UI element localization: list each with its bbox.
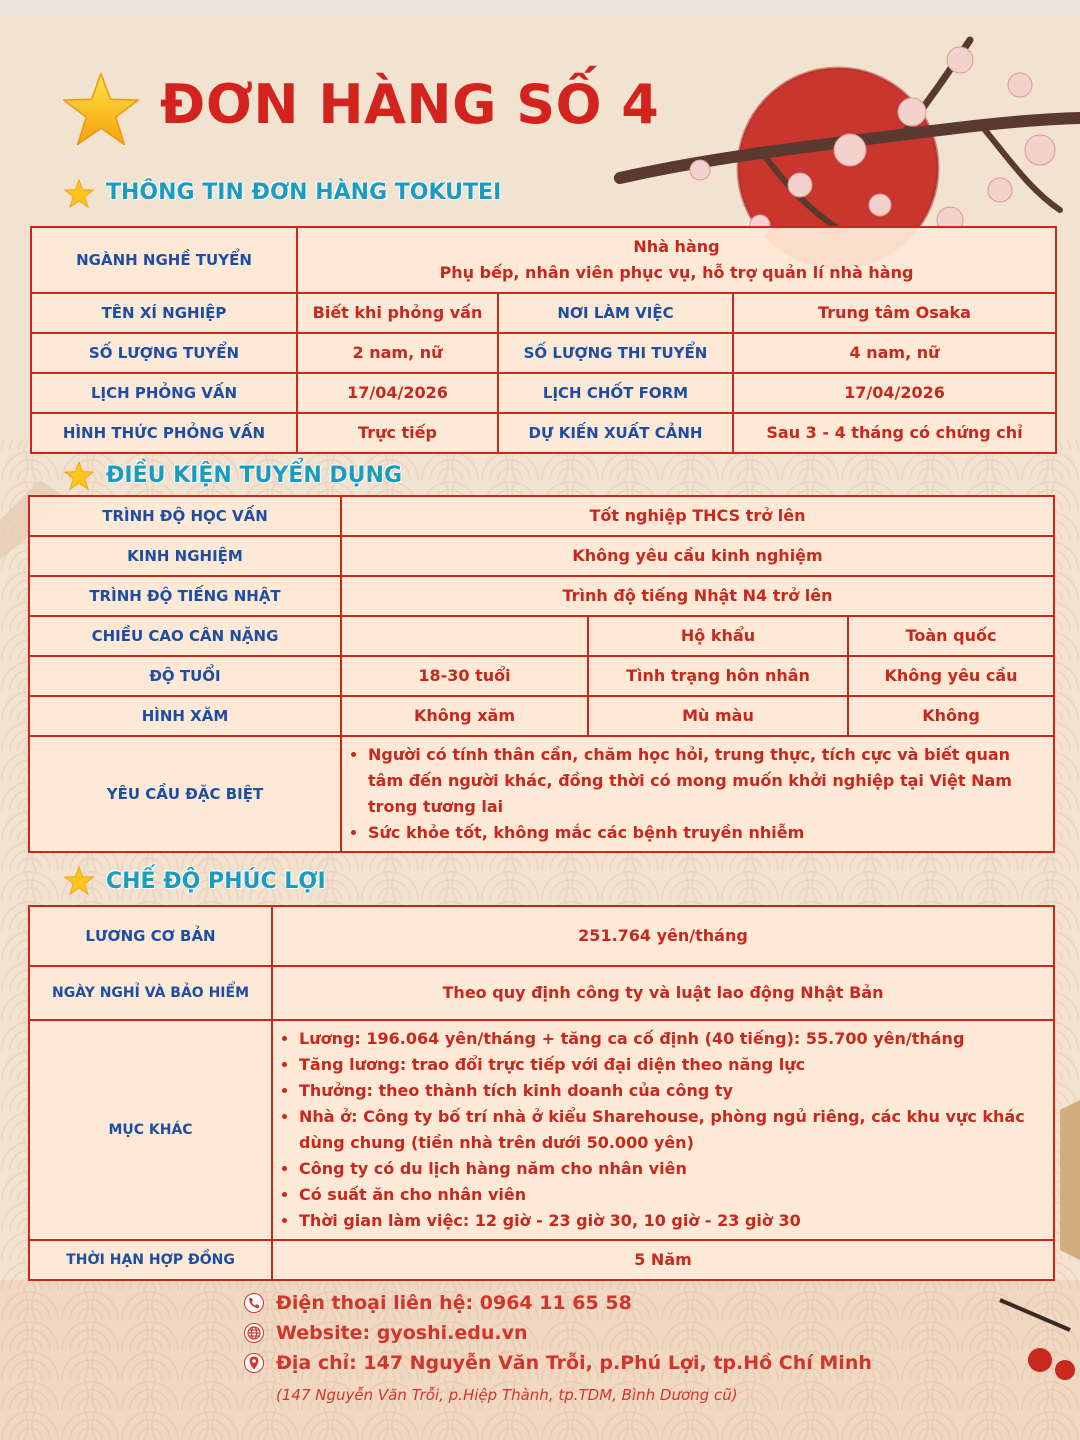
workplace-label: NƠI LÀM VIỆC <box>498 293 733 333</box>
contract-term-value: 5 Năm <box>272 1240 1054 1280</box>
education-label: TRÌNH ĐỘ HỌC VẤN <box>29 496 341 536</box>
departure-label: DỰ KIẾN XUẤT CẢNH <box>498 413 733 453</box>
industry-value <box>297 227 1056 293</box>
japanese-level-value: Trình độ tiếng Nhật N4 trở lên <box>341 576 1054 616</box>
star-icon <box>64 866 94 895</box>
page-title: ĐƠN HÀNG SỐ 4 <box>160 73 660 136</box>
contact-address <box>244 1352 872 1374</box>
company-value: Biết khi phỏng vấn <box>297 293 498 333</box>
list-item: • Có suất ăn cho nhân viên <box>299 1182 1047 1208</box>
list-item: • Tăng lương: trao đổi trực tiếp với đại diện theo năng lực <box>299 1052 1047 1078</box>
departure-value: Sau 3 - 4 tháng có chứng chỉ <box>733 413 1056 453</box>
address-note: (147 Nguyễn Văn Trỗi, p.Hiệp Thành, tp.TDM, Bình Dương cũ) <box>276 1386 738 1404</box>
recruit-count-label: SỐ LƯỢNG TUYỂN <box>31 333 297 373</box>
phone-text: Điện thoại liên hệ: 0964 11 65 58 <box>276 1292 632 1314</box>
address-text: Địa chỉ: 147 Nguyễn Văn Trỗi, p.Phú Lợi, tp.Hồ Chí Minh <box>276 1352 872 1374</box>
section-title-order-info: THÔNG TIN ĐƠN HÀNG TOKUTEI <box>106 180 502 205</box>
star-icon <box>64 179 94 208</box>
interview-date-value: 17/04/2026 <box>297 373 498 413</box>
contact-phone <box>244 1292 632 1314</box>
section-title-benefits: CHẾ ĐỘ PHÚC LỢI <box>106 869 326 894</box>
form-deadline-label: LỊCH CHỐT FORM <box>498 373 733 413</box>
phone-icon <box>244 1293 264 1313</box>
experience-value: Không yêu cầu kinh nghiệm <box>341 536 1054 576</box>
workplace-value: Trung tâm Osaka <box>733 293 1056 333</box>
interview-date-label: LỊCH PHỎNG VẤN <box>31 373 297 413</box>
height-weight-label: CHIỀU CAO CÂN NẶNG <box>29 616 341 656</box>
list-item: • Thưởng: theo thành tích kinh doanh của công ty <box>299 1078 1047 1104</box>
salary-value: 251.764 yên/tháng <box>272 906 1054 966</box>
japanese-level-label: TRÌNH ĐỘ TIẾNG NHẬT <box>29 576 341 616</box>
exam-count-label: SỐ LƯỢNG THI TUYỂN <box>498 333 733 373</box>
list-item: • Người có tính thân cần, chăm học hỏi, trung thực, tích cực và biết quan tâm đến người khác, đồng thời có mong muốn khởi nghiệp tại Việt Nam trong tương lai <box>368 742 1047 820</box>
star-icon <box>64 461 94 490</box>
contact-website <box>244 1322 528 1344</box>
location-pin-icon <box>244 1353 264 1373</box>
height-weight-value <box>341 616 588 656</box>
marital-value: Không yêu cầu <box>848 656 1054 696</box>
industry-line1: Nhà hàng <box>633 237 720 257</box>
form-deadline-value: 17/04/2026 <box>733 373 1056 413</box>
order-info-table <box>30 226 1057 454</box>
contract-term-label: THỜI HẠN HỢP ĐỒNG <box>29 1240 272 1280</box>
experience-label: KINH NGHIỆM <box>29 536 341 576</box>
other-benefits-value <box>272 1020 1054 1240</box>
list-item: • Sức khỏe tốt, không mắc các bệnh truyền nhiễm <box>368 820 1047 846</box>
interview-format-value: Trực tiếp <box>297 413 498 453</box>
tattoo-value: Không xăm <box>341 696 588 736</box>
list-item: • Lương: 196.064 yên/tháng + tăng ca cố định (40 tiếng): 55.700 yên/tháng <box>299 1026 1047 1052</box>
star-icon <box>62 72 140 146</box>
industry-label: NGÀNH NGHỀ TUYỂN <box>31 227 297 293</box>
education-value: Tốt nghiệp THCS trở lên <box>341 496 1054 536</box>
globe-icon <box>244 1323 264 1343</box>
leave-insurance-value: Theo quy định công ty và luật lao động Nhật Bản <box>272 966 1054 1020</box>
tattoo-label: HÌNH XĂM <box>29 696 341 736</box>
company-label: TÊN XÍ NGHIỆP <box>31 293 297 333</box>
interview-format-label: HÌNH THỨC PHỎNG VẤN <box>31 413 297 453</box>
list-item: • Thời gian làm việc: 12 giờ - 23 giờ 30, 10 giờ - 23 giờ 30 <box>299 1208 1047 1234</box>
website-text[interactable]: Website: gyoshi.edu.vn <box>276 1322 528 1344</box>
salary-label: LƯƠNG CƠ BẢN <box>29 906 272 966</box>
marital-label: Tình trạng hôn nhân <box>588 656 848 696</box>
age-value: 18-30 tuổi <box>341 656 588 696</box>
section-title-conditions: ĐIỀU KIỆN TUYỂN DỤNG <box>106 463 403 488</box>
list-item: • Công ty có du lịch hàng năm cho nhân viên <box>299 1156 1047 1182</box>
hometown-label: Hộ khẩu <box>588 616 848 656</box>
special-requirements-label: YÊU CẦU ĐẶC BIỆT <box>29 736 341 852</box>
leave-insurance-label: NGÀY NGHỈ VÀ BẢO HIỂM <box>29 966 272 1020</box>
list-item: • Nhà ở: Công ty bố trí nhà ở kiểu Sharehouse, phòng ngủ riêng, các khu vực khác dùng chung (tiền nhà trên dưới 50.000 yên) <box>299 1104 1047 1156</box>
conditions-table <box>28 495 1055 853</box>
special-requirements-value <box>341 736 1054 852</box>
benefits-table <box>28 905 1055 1281</box>
colorblind-value: Không <box>848 696 1054 736</box>
other-benefits-label: MỤC KHÁC <box>29 1020 272 1240</box>
hometown-value: Toàn quốc <box>848 616 1054 656</box>
industry-line2: Phụ bếp, nhân viên phục vụ, hỗ trợ quản lí nhà hàng <box>439 263 914 282</box>
age-label: ĐỘ TUỔI <box>29 656 341 696</box>
colorblind-label: Mù màu <box>588 696 848 736</box>
exam-count-value: 4 nam, nữ <box>733 333 1056 373</box>
recruit-count-value: 2 nam, nữ <box>297 333 498 373</box>
